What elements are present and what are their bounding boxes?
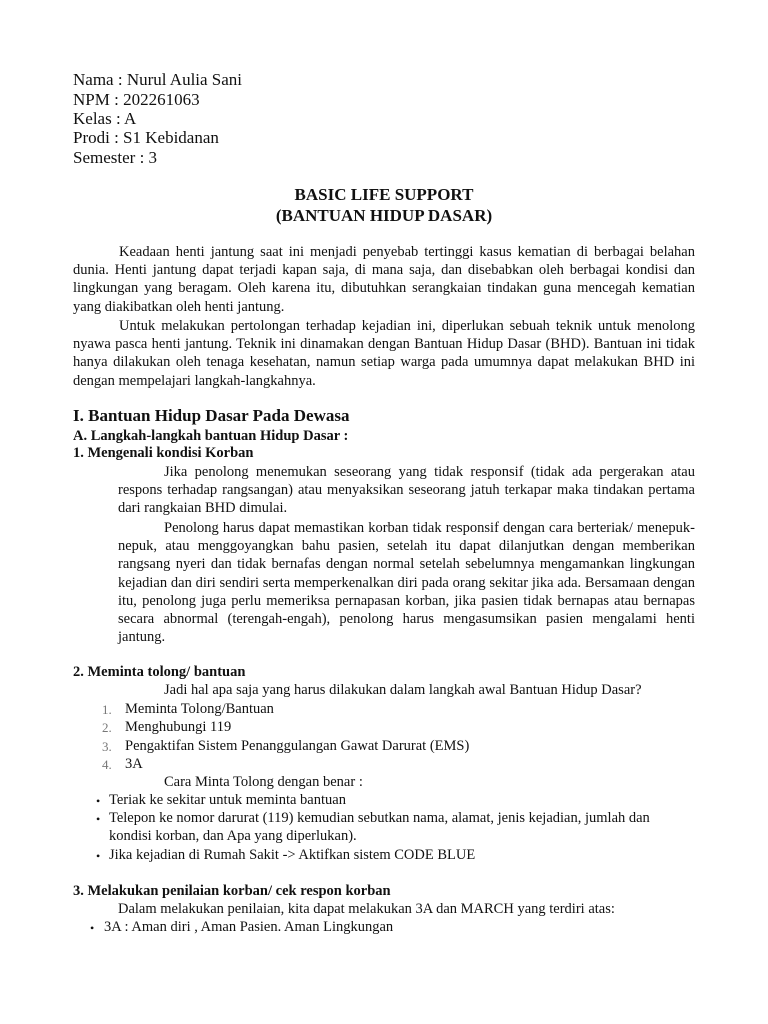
numbered-list-item (102, 701, 274, 719)
identity-nama: Nama : Nurul Aulia Sani (73, 70, 243, 89)
bullet-icon: • (96, 849, 101, 863)
step1-heading: 1. Mengenali kondisi Korban (73, 445, 254, 461)
step3-heading: 3. Melakukan penilaian korban/ cek respon korban (73, 883, 391, 899)
list-text: Menghubungi 119 (125, 719, 232, 735)
intro-paragraph-2: Untuk melakukan pertolongan terhadap kejadian ini, diperlukan sebuah teknik untuk menolong nyawa pasca henti jantung. Teknik ini dinamakan dengan Bantuan Hidup Dasar (BHD). Bantuan ini tidak hanya dilakukan oleh tenaga kesehatan, namun setiap warga pada umumnya dapat melakukan BHD ini dengan mempelajari langkah-langkahnya. (73, 318, 695, 389)
list-number: 4. (102, 757, 112, 772)
bullet-icon: • (96, 812, 101, 826)
bullet-item: 3A : Aman diri , Aman Pasien. Aman Lingkungan (104, 919, 394, 935)
document-subtitle: (BANTUAN HIDUP DASAR) (275, 206, 493, 225)
list-text: Pengaktifan Sistem Penanggulangan Gawat Darurat (EMS) (125, 738, 470, 754)
list-number: 3. (102, 739, 112, 754)
step3-intro: Dalam melakukan penilaian, kita dapat melakukan 3A dan MARCH yang terdiri atas: (118, 901, 615, 917)
list-number: 2. (102, 720, 112, 735)
section-heading: I. Bantuan Hidup Dasar Pada Dewasa (73, 406, 350, 425)
identity-kelas: Kelas : A (73, 109, 137, 128)
bullet-icon: • (96, 794, 101, 808)
identity-prodi: Prodi : S1 Kebidanan (73, 128, 219, 147)
numbered-list-item (102, 738, 470, 756)
bullet-item: Jika kejadian di Rumah Sakit -> Aktifkan sistem CODE BLUE (109, 847, 476, 863)
identity-npm: NPM : 202261063 (73, 90, 200, 109)
bullet-item: Teriak ke sekitar untuk meminta bantuan (109, 792, 346, 808)
step1-paragraph-2: Penolong harus dapat memastikan korban tidak responsif dengan cara berteriak/ menepuk-nepuk, atau menggoyangkan bahu pasien, setelah itu dapat dilanjutkan dengan memberikan rangsang nyeri dan tidak bernafas dengan normal setelah sebelumnya mengamankan lingkungan kejadian dan diri sendiri serta memperkenalkan diri pada orang sekitar jika ada. Bersamaan dengan itu, penolong juga perlu memeriksa pernapasan korban, jika pasien tidak bernapas atau bernapas secara abnormal (terengah-engah), penolong harus mengasumsikan pasien mengalami henti jantung. (118, 520, 695, 646)
intro-paragraph-1: Keadaan henti jantung saat ini menjadi penyebab tertinggi kasus kematian di berbagai belahan dunia. Henti jantung dapat terjadi kapan saja, di mana saja, dan disebabkan oleh berbagai kondisi dan lingkungan yang beragam. Oleh karena itu, dibutuhkan serangkaian tindakan guna mencegah kematian yang diakibatkan oleh henti jantung. (73, 244, 695, 315)
bullet-item-continuation: kondisi korban, dan Apa yang diperlukan). (109, 828, 357, 844)
identity-semester: Semester : 3 (73, 148, 158, 167)
list-text: Meminta Tolong/Bantuan (125, 701, 274, 717)
bullet-icon: • (90, 921, 95, 935)
step1-paragraph-1: Jika penolong menemukan seseorang yang tidak responsif (tidak ada pergerakan atau respons terhadap rangsangan) atau menyaksikan seseorang jatuh terkapar maka tindakan pertama dari rangkaian BHD dimulai. (118, 464, 695, 517)
document-title: BASIC LIFE SUPPORT (294, 185, 474, 204)
step2-heading: 2. Meminta tolong/ bantuan (73, 664, 246, 680)
step2-question: Jadi hal apa saja yang harus dilakukan dalam langkah awal Bantuan Hidup Dasar? (164, 682, 642, 698)
numbered-list-item (102, 719, 232, 737)
list-text: 3A (125, 756, 143, 772)
numbered-list-item (102, 756, 143, 774)
bullet-item: Telepon ke nomor darurat (119) kemudian sebutkan nama, alamat, jenis kejadian, jumlah dan (109, 810, 650, 826)
list-number: 1. (102, 702, 112, 717)
step2-cara-heading: Cara Minta Tolong dengan benar : (164, 774, 363, 790)
subsection-heading: A. Langkah-langkah bantuan Hidup Dasar : (73, 428, 349, 444)
